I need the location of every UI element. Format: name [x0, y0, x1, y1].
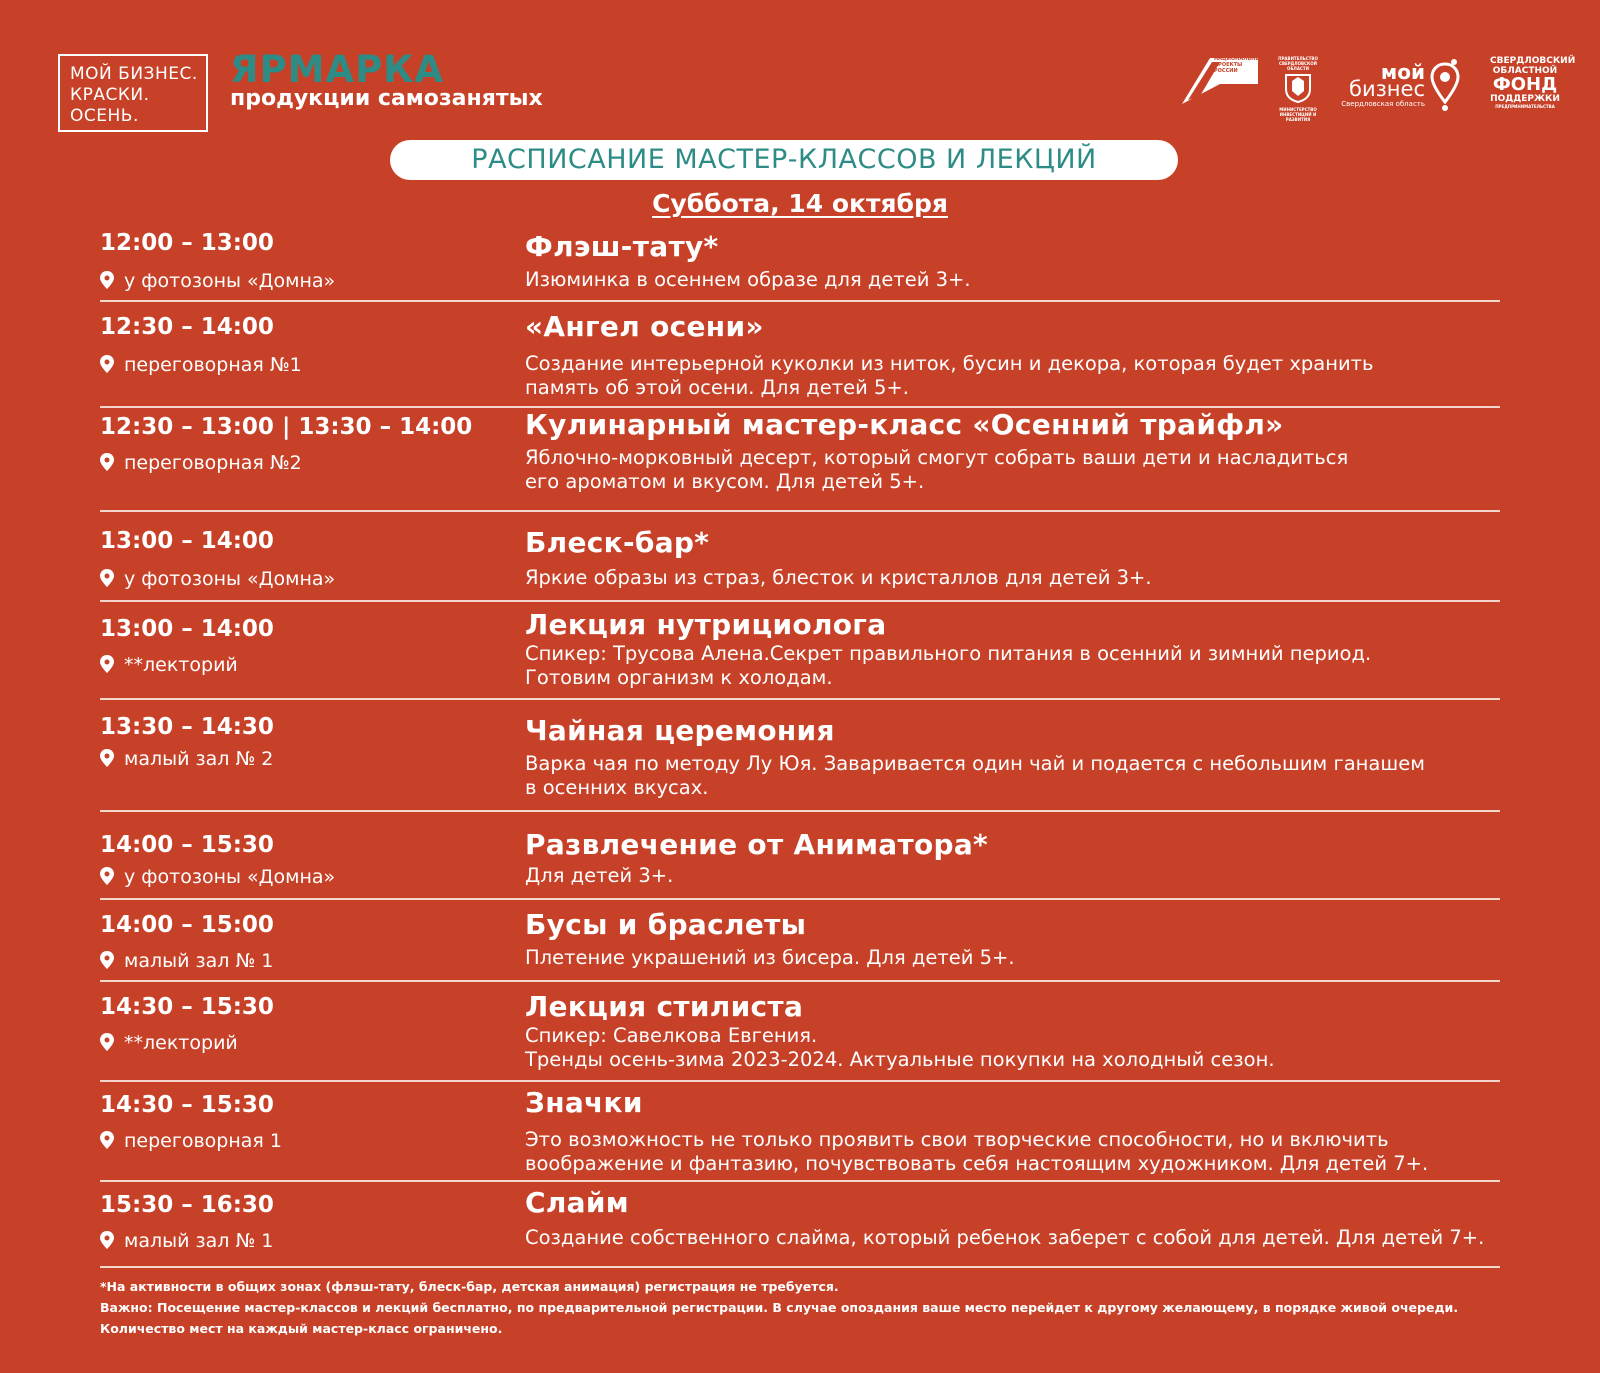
schedule-row: [100, 982, 1500, 1082]
schedule-row: [100, 226, 1500, 302]
national-projects-logo: [1180, 54, 1264, 106]
schedule-row: [100, 512, 1500, 602]
row-divider: [100, 1266, 1500, 1268]
event-time: 15:30 – 16:30: [100, 1192, 274, 1218]
event-place-text: у фотозоны «Домна»: [124, 866, 336, 888]
event-place: [100, 566, 335, 592]
footnotes: [100, 1276, 1458, 1339]
government-bottom-text: МИНИСТЕРСТВО ИНВЕСТИЦИЙ И РАЗВИТИЯ: [1279, 107, 1317, 122]
event-title: Развлечение от Аниматора*: [525, 828, 988, 861]
fair-subtitle: продукции самозанятых: [230, 86, 543, 111]
event-description-line: Яркие образы из страз, блесток и кристаллов для детей 3+.: [525, 566, 1152, 589]
event-time: 13:00 – 14:00: [100, 616, 274, 642]
moy-biznes-pin-logo: [1430, 58, 1460, 112]
event-description-line: Тренды осень-зима 2023-2024. Актуальные покупки на холодный сезон.: [525, 1048, 1275, 1071]
event-time: 12:30 – 13:00 | 13:30 – 14:00: [100, 414, 473, 440]
government-top-text: ПРАВИТЕЛЬСТВО СВЕРДЛОВСКОЙ ОБЛАСТИ: [1278, 56, 1318, 71]
brand-line: МОЙ БИЗНЕС.: [70, 64, 198, 84]
event-description: [525, 642, 1371, 690]
schedule-row: [100, 302, 1500, 408]
event-description-line: память об этой осени. Для детей 5+.: [525, 376, 909, 399]
location-pin-icon: [100, 749, 114, 767]
event-description-line: Для детей 3+.: [525, 864, 674, 887]
moy-biznes-word-2: бизнес: [1349, 77, 1425, 101]
event-description-line: Создание интерьерной куколки из ниток, бусин и декора, которая будет хранить: [525, 352, 1374, 375]
government-logo: [1270, 56, 1326, 122]
event-time: 12:00 – 13:00: [100, 230, 274, 256]
event-title: Слайм: [525, 1186, 629, 1219]
event-description-line: воображение и фантазию, почувствовать себя настоящим художником. Для детей 7+.: [525, 1152, 1429, 1175]
event-place: [100, 450, 302, 476]
coat-of-arms-icon: [1283, 71, 1313, 103]
national-projects-text: НАЦИОНАЛЬНЫЕ ПРОЕКТЫ РОССИИ: [1214, 56, 1264, 74]
event-place-text: **лекторий: [124, 1032, 238, 1054]
schedule-banner: РАСПИСАНИЕ МАСТЕР-КЛАССОВ И ЛЕКЦИЙ: [390, 140, 1178, 180]
event-time: 13:30 – 14:30: [100, 714, 274, 740]
moy-biznes-region: Свердловская область: [1341, 100, 1425, 108]
schedule-row: [100, 812, 1500, 900]
fund-top-text: СВЕРДЛОВСКИЙ ОБЛАСТНОЙ: [1490, 56, 1576, 76]
location-pin-icon: [100, 867, 114, 885]
event-description-line: Спикер: Трусова Алена.Секрет правильного питания в осенний и зимний период.: [525, 642, 1372, 665]
footnote: *На активности в общих зонах (флэш-тату, блеск-бар, детская анимация) регистрация не требуется.: [100, 1279, 839, 1294]
moy-biznes-logo: [1341, 60, 1425, 112]
footnote: Важно: Посещение мастер-классов и лекций бесплатно, по предварительной регистрации. В случае опоздания ваше место перейдет к другому желающему, в порядке живой очереди.: [100, 1300, 1459, 1315]
event-description-line: Это возможность не только проявить свои творческие способности, но и включить: [525, 1128, 1389, 1151]
location-pin-icon: [100, 569, 114, 587]
event-place: [100, 1128, 282, 1154]
event-description-line: его ароматом и вкусом. Для детей 5+.: [525, 470, 925, 493]
event-title: Значки: [525, 1086, 643, 1119]
schedule-row: [100, 900, 1500, 982]
event-description: [525, 864, 673, 888]
location-pin-icon: [100, 951, 114, 969]
event-title: Кулинарный мастер-класс «Осенний трайфл»: [525, 408, 1284, 441]
event-description: [525, 1226, 1484, 1250]
event-title: Флэш-тату*: [525, 230, 719, 263]
event-time: 14:30 – 15:30: [100, 1092, 274, 1118]
fund-small-text: ПРЕДПРИНИМАТЕЛЬСТВА: [1495, 104, 1555, 109]
location-pin-icon: [100, 355, 114, 373]
event-description-line: Создание собственного слайма, который ребенок заберет с собой для детей. Для детей 7+.: [525, 1226, 1485, 1249]
event-place: [100, 652, 238, 678]
location-pin-icon: [100, 1131, 114, 1149]
event-title: Чайная церемония: [525, 714, 835, 747]
event-place: [100, 746, 273, 772]
location-pin-icon: [100, 1231, 114, 1249]
event-place: [100, 1030, 238, 1056]
schedule-date: [0, 188, 1600, 220]
event-place-text: малый зал № 1: [124, 950, 274, 972]
event-description-line: Плетение украшений из бисера. Для детей 5+.: [525, 946, 1015, 969]
event-description: [525, 446, 1348, 494]
event-place-text: у фотозоны «Домна»: [124, 568, 336, 590]
event-title: Лекция нутрициолога: [525, 608, 887, 641]
event-time: 14:00 – 15:30: [100, 832, 274, 858]
fund-bottom-text: ПОДДЕРЖКИ: [1490, 94, 1560, 104]
event-place-text: **лекторий: [124, 654, 238, 676]
brand-box: [58, 54, 208, 132]
event-place-text: переговорная №1: [124, 354, 302, 376]
schedule-row: [100, 1082, 1500, 1182]
event-title: «Ангел осени»: [525, 310, 764, 343]
event-place-text: малый зал № 2: [124, 748, 274, 770]
fund-big-text: ФОНД: [1492, 74, 1558, 95]
location-pin-icon: [100, 655, 114, 673]
event-title: Лекция стилиста: [525, 990, 804, 1023]
event-time: 14:00 – 15:00: [100, 912, 274, 938]
event-place-text: переговорная №2: [124, 452, 302, 474]
event-place: [100, 268, 335, 294]
event-description: [525, 352, 1374, 400]
event-description-line: Готовим организм к холодам.: [525, 666, 833, 689]
event-time: 14:30 – 15:30: [100, 994, 274, 1020]
moy-biznes-word-1: мой: [1380, 60, 1425, 84]
event-description-line: Варка чая по методу Лу Юя. Заваривается один чай и подается с небольшим ганашем: [525, 752, 1425, 775]
schedule-row: [100, 408, 1500, 512]
event-place: [100, 948, 273, 974]
footnote: Количество мест на каждый мастер-класс ограничено.: [100, 1321, 503, 1336]
schedule-row: [100, 700, 1500, 812]
event-description-line: в осенних вкусах.: [525, 776, 709, 799]
event-description-line: Изюминка в осеннем образе для детей 3+.: [525, 268, 971, 291]
event-description: [525, 946, 1015, 970]
event-place-text: малый зал № 1: [124, 1230, 274, 1252]
event-place: [100, 1228, 273, 1254]
event-place-text: переговорная 1: [124, 1130, 282, 1152]
event-place-text: у фотозоны «Домна»: [124, 270, 336, 292]
event-time: 13:00 – 14:00: [100, 528, 274, 554]
event-description: [525, 268, 971, 292]
event-time: 12:30 – 14:00: [100, 314, 274, 340]
location-rocket-icon: [1430, 58, 1460, 112]
event-description: [525, 1024, 1275, 1072]
event-description-line: Спикер: Савелкова Евгения.: [525, 1024, 818, 1047]
schedule-row: [100, 1182, 1500, 1268]
event-place: [100, 864, 335, 890]
event-description: [525, 752, 1425, 800]
event-description: [525, 566, 1152, 590]
brand-line: КРАСКИ.: [70, 85, 150, 105]
event-description: [525, 1128, 1428, 1176]
event-title: Бусы и браслеты: [525, 908, 807, 941]
schedule-date-text: Суббота, 14 октября: [652, 189, 948, 218]
support-fund-logo: [1490, 56, 1576, 109]
location-pin-icon: [100, 453, 114, 471]
fair-title: ЯРМАРКА: [230, 48, 445, 91]
event-description-line: Яблочно-морковный десерт, который смогут собрать ваши дети и насладиться: [525, 446, 1349, 469]
event-place: [100, 352, 302, 378]
brand-line: ОСЕНЬ.: [70, 106, 139, 126]
schedule-row: [100, 602, 1500, 700]
location-pin-icon: [100, 1033, 114, 1051]
location-pin-icon: [100, 271, 114, 289]
event-title: Блеск-бар*: [525, 526, 710, 559]
